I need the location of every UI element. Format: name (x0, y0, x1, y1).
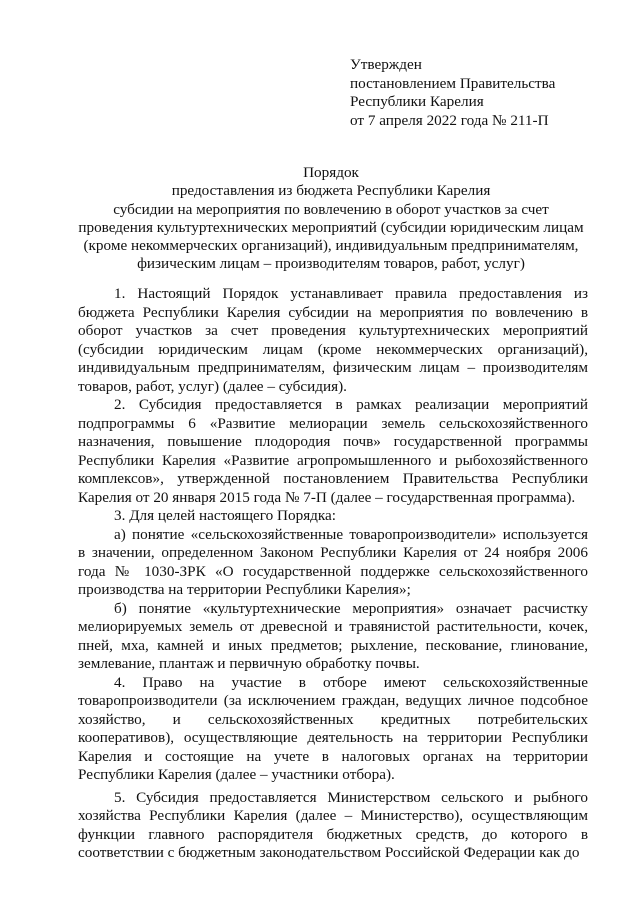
approval-line-2: постановлением Правительства (350, 74, 556, 92)
paragraph-1: 1. Настоящий Порядок устанавливает правила предоставления из бюджета Республики Карелия субсидии на мероприятия по вовлечению в оборот участков за счет проведения культуртехнических мероприятий (субсидии юридическим лицам (кроме некоммерческих организаций), индивидуальным предпринимателям, физическим лицам – производителям товаров, работ, услуг) (далее – субсидия). (78, 285, 588, 395)
title-line-3: субсидии на мероприятия по вовлечению в оборот участков за счет (113, 200, 549, 218)
title-line-5: (кроме некоммерческих организаций), индивидуальным предпринимателям, (83, 237, 579, 255)
title-line-4: проведения культуртехнических мероприятий (субсидии юридическим лицам (78, 218, 584, 236)
title-line-2: предоставления из бюджета Республики Карелия (171, 182, 491, 200)
paragraph-4: 4. Право на участие в отборе имеют сельскохозяйственные товаропроизводители (за исключением граждан, ведущих личное подсобное хозяйство, и сельскохозяйственных кредитных потребительских кооперативов), осуществляющие деятельность на территории Республики Карелия и состоящие на учете в налоговых органах на территории Республики Карелия (далее – участники отбора). (78, 673, 588, 783)
paragraph-3: 3. Для целей настоящего Порядка: (114, 507, 337, 524)
approval-stamp (350, 56, 555, 130)
paragraph-2: 2. Субсидия предоставляется в рамках реализации мероприятий подпрограммы 6 «Развитие мелиорации земель сельскохозяйственного назначения, повышение плодородия почв» государственной программы Республики Карелия «Развитие агропромышленного и рыбохозяйственного комплексов», утвержденной постановлением Правительства Республики Карелия от 20 января 2015 года № 7-П (далее – государственная программа). (78, 396, 588, 506)
title-line-6: физическим лицам – производителям товаров, работ, услуг) (137, 255, 525, 273)
approval-line-3: Республики Карелия (350, 93, 484, 110)
paragraph-3a: а) понятие «сельскохозяйственные товаропроизводители» используется в значении, определенном Законом Республики Карелия от 24 ноября 2006 года № 1030-ЗРК «О государственной поддержке сельскохозяйственного производства на территории Республики Карелия»; (78, 525, 588, 598)
approval-line-4: от 7 апреля 2022 года № 211-П (350, 111, 549, 129)
approval-line-1: Утвержден (350, 56, 422, 73)
title-line-1: Порядок (303, 164, 359, 181)
document-body (78, 285, 588, 863)
document-title (70, 164, 592, 274)
paragraph-5: 5. Субсидия предоставляется Министерством сельского и рыбного хозяйства Республики Карелия (далее – Министерство), осуществляющим функции главного распорядителя бюджетных средств, до которого в соответствии с бюджетным законодательством Российской Федерации как до (78, 788, 588, 861)
paragraph-3b: б) понятие «культуртехнические мероприятия» означает расчистку мелиорируемых земель от древесной и травянистой растительности, кочек, пней, мха, камней и иных предметов; рыхление, пескование, глинование, землевание, плантаж и первичную обработку почвы. (78, 599, 588, 672)
